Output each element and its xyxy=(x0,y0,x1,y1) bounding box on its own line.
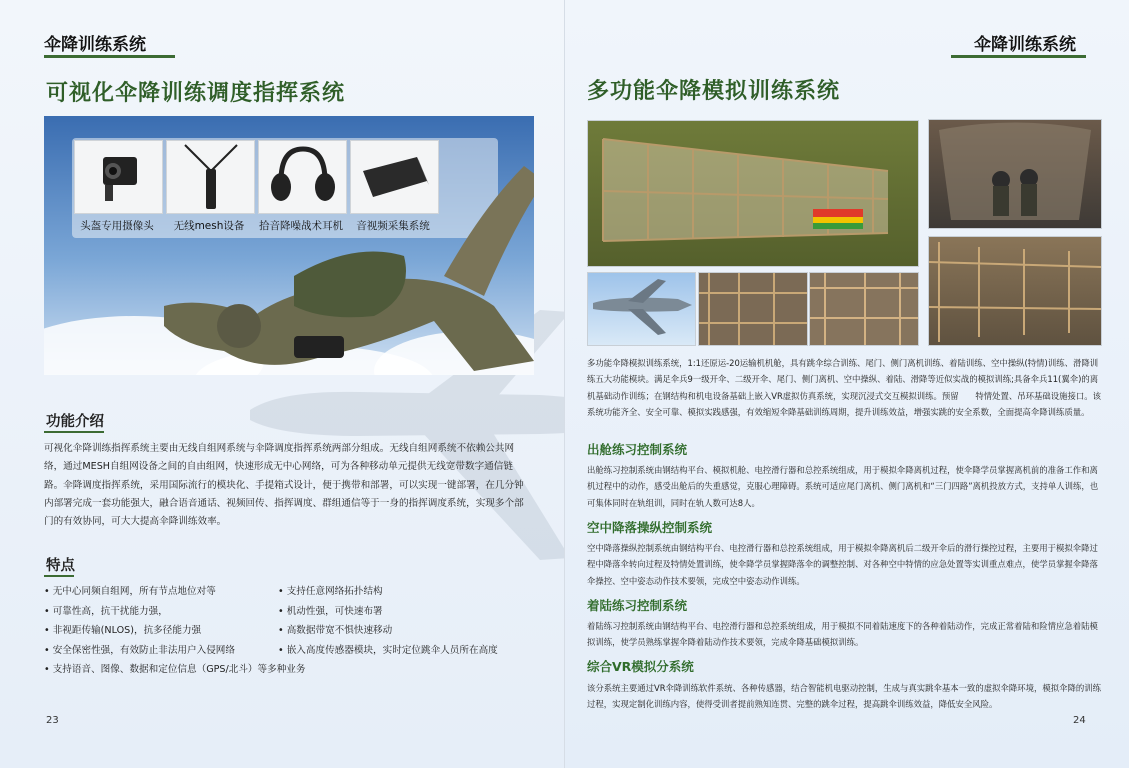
page-number: 23 xyxy=(46,715,59,726)
features-list-right xyxy=(278,582,548,660)
section-text: 该分系统主要通过VR伞降训练软件系统、各种传感器，结合智能机电驱动控制，生成与真实跳伞基本一致的虚拟伞降环境，模拟伞降的训练过程，实现定制化训练内容，使得受训者提前熟知连贯、完整的跳伞过程，提高跳伞训练效益，降低安全风险。 xyxy=(587,683,1102,710)
features-section-title: 特点 xyxy=(46,558,75,574)
feature-item: • 机动性强，可快速布署 xyxy=(278,605,383,617)
function-section-title: 功能介绍 xyxy=(46,414,104,430)
section-title: 综合VR模拟分系统 xyxy=(587,659,694,674)
section-title: 空中降落操纵控制系统 xyxy=(587,520,713,535)
section-underline xyxy=(44,575,74,577)
feature-item: • 支持语音、图像、数据和定位信息（GPS/北斗）等多种业务 xyxy=(44,664,306,675)
section-text: 出舱练习控制系统由钢结构平台、模拟机舱、电控滑行器和总控系统组成，用于模拟伞降离机过程，使伞降学员掌握离机前的准备工作和离机过程中的动作，感受出舱后的失重感觉，克服心理障碍。系统可适应尾门离机、侧门离机和“三门四路”离机投放方式，支持单人训练，也可集体同时在轨组训，同时在轨人数可达8人。 xyxy=(587,465,1099,508)
feature-item: • 非视距传输(NLOS)，抗多径能力强 xyxy=(44,625,202,636)
equipment-label: 头盔专用摄像头 xyxy=(80,220,154,232)
function-description: 可视化伞降训练指挥系统主要由无线自组网系统与伞降调度指挥系统两部分组成。无线自组网系统不依赖公共网络，通过MESH自组网设备之间的自由组网，快速形成无中心网络，可为各种移动单元提供无线宽带数字通信链路。伞降调度指挥系统，采用国际流行的模块化、手提箱式设计，便于携带和部署，可以实现一键部署，在几分钟内部署完成一套功能强大，融合语音通话、视频回传、指挥调度、群组通信等于一身的指挥调度系统，实现多个部门的有效协同，可大大提高伞降训练效率。 xyxy=(44,443,524,528)
simulator-frame-image xyxy=(587,120,919,267)
equipment-label: 无线mesh设备 xyxy=(173,220,245,232)
skydiver-figure xyxy=(144,146,534,375)
feature-item: • 安全保密性强，有效防止非法用户入侵网络 xyxy=(44,644,235,656)
hero-image xyxy=(44,116,534,375)
intro-text: 多功能伞降模拟训练系统，1:1还原运-20运输机机舱，具有跳伞综合训练、尾门、侧门离机训练、着陆训练、空中操纵(特情)训练、滑降训练五大功能模块。满足伞兵9一级开伞、二级开伞、尾门、侧门离机、空中操纵、着陆、滑降等近似实战的模拟训练;具备伞兵11(翼伞)的离机基础动作训练；在钢结构和机电设备基础上嵌入VR虚拟仿真系统，实现沉浸式交互模拟训练。预留 特情处置、吊环基础设施接口。该系统功能齐全、安全可靠、模拟实践感强，有效缩短伞降基础训练周期，提升训练效益，增强实跳的安全系数，全面提高伞降训练质量。 xyxy=(587,358,1102,418)
cabin-interior-image xyxy=(928,119,1102,229)
page-header: 伞降训练系统 xyxy=(974,35,1076,55)
section-text: 着陆练习控制系统由钢结构平台、电控滑行器和总控系统组成，用于模拟不同着陆速度下的各种着陆动作，完成正常着陆和险情应急着陆模拟训练，使学员熟练掌握伞降着陆动作技术要领，完成伞降基础模拟训练。 xyxy=(587,621,1098,648)
equipment-label: 拾音降噪战术耳机 xyxy=(259,220,343,232)
page-title: 多功能伞降模拟训练系统 xyxy=(587,79,841,104)
feature-item: • 无中心同频自组网，所有节点地位对等 xyxy=(44,586,216,597)
feature-item: • 支持任意网络拓扑结构 xyxy=(278,586,383,597)
header-underline xyxy=(951,55,1086,58)
page-number: 24 xyxy=(1073,715,1086,726)
page-header: 伞降训练系统 xyxy=(44,35,146,55)
feature-item: • 可靠性高，抗干扰能力强， xyxy=(44,605,168,617)
section-title: 着陆练习控制系统 xyxy=(587,598,688,613)
frame-detail-image-2 xyxy=(809,272,919,346)
frame-detail-image-1 xyxy=(698,272,808,346)
left-page xyxy=(0,0,564,768)
frame-structure-image xyxy=(928,236,1102,346)
header-underline xyxy=(44,55,175,58)
page-title: 可视化伞降训练调度指挥系统 xyxy=(46,81,346,106)
feature-item: • 嵌入高度传感器模块，实时定位跳伞人员所在高度 xyxy=(278,644,498,656)
right-page xyxy=(565,0,1129,768)
equipment-label: 音视频采集系统 xyxy=(356,220,430,232)
section-underline xyxy=(44,431,104,433)
section-title: 出舱练习控制系统 xyxy=(587,442,688,457)
transport-aircraft-image xyxy=(587,272,696,346)
section-text: 空中降落操纵控制系统由钢结构平台、电控滑行器和总控系统组成，用于模拟伞降离机后二级开伞后的滑行操控过程，主要用于模拟伞降过程中降落伞转向过程及特情处置训练，使伞降学员掌握降落伞的调整控制、对各种空中特情的应急处置等实训重点难点，使学员掌握伞降落伞操控、空中姿态动作技术要领，完成空中姿态动作训练。 xyxy=(587,543,1098,586)
feature-item: • 高数据带宽不惧快速移动 xyxy=(278,625,393,636)
